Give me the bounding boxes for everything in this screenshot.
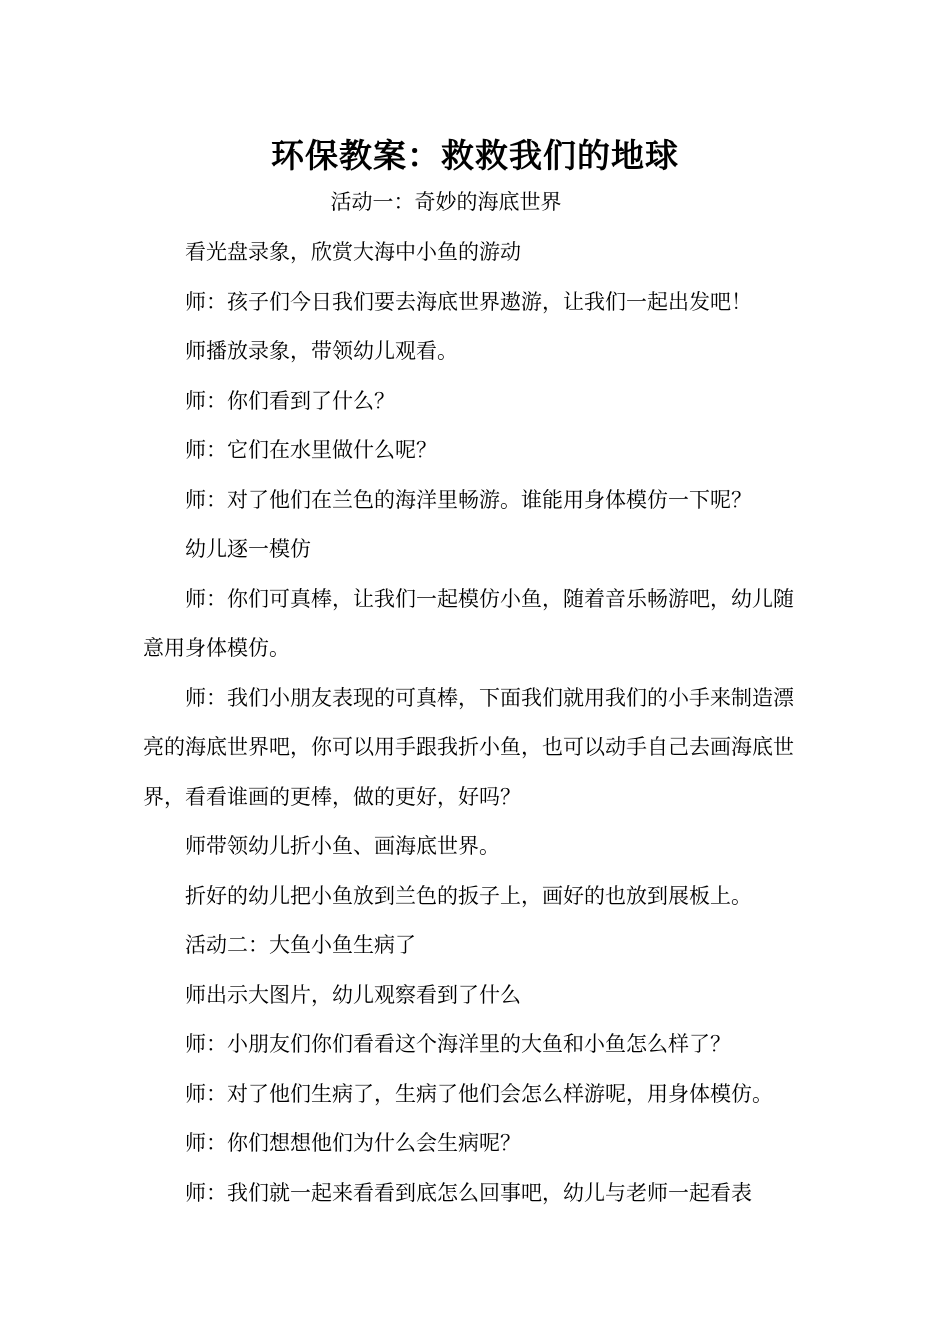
activity-one-heading: 活动一：奇妙的海底世界 <box>330 190 562 214</box>
paragraph: 师：小朋友们你们看看这个海洋里的大鱼和小鱼怎么样了？ <box>185 1032 731 1056</box>
paragraph: 师：我们小朋友表现的可真棒，下面我们就用我们的小手来制造漂亮的海底世界吧，你可以用手跟我折小鱼，也可以动手自己去画海底世界，看看谁画的更棒，做的更好，好吗？ <box>143 685 794 809</box>
paragraph: 师：孩子们今日我们要去海底世界遨游，让我们一起出发吧！ <box>185 289 752 314</box>
document-body <box>143 228 808 1218</box>
paragraph: 师出示大图片，幼儿观察看到了什么 <box>185 982 521 1007</box>
paragraph: 幼儿逐一模仿 <box>185 537 311 561</box>
activity-two-heading: 活动二：大鱼小鱼生病了 <box>185 933 416 957</box>
document-title: 环保教案：救救我们的地球 <box>271 136 679 175</box>
paragraph: 折好的幼儿把小鱼放到兰色的扳子上，画好的也放到展板上。 <box>185 883 752 908</box>
paragraph: 师播放录象，带领幼儿观看。 <box>185 339 458 363</box>
paragraph: 师带领幼儿折小鱼、画海底世界。 <box>185 834 500 858</box>
paragraph: 师：你们想想他们为什么会生病呢？ <box>185 1131 521 1155</box>
paragraph: 师：我们就一起来看看到底怎么回事吧，幼儿与老师一起看表 <box>185 1180 752 1205</box>
paragraph: 师：对了他们在兰色的海洋里畅游。谁能用身体模仿一下呢？ <box>185 487 752 512</box>
paragraph: 师：你们看到了什么？ <box>185 388 395 413</box>
paragraph: 师：它们在水里做什么呢？ <box>185 438 437 462</box>
paragraph: 看光盘录象，欣赏大海中小鱼的游动 <box>185 240 521 264</box>
paragraph: 师：对了他们生病了，生病了他们会怎么样游呢，用身体模仿。 <box>185 1081 773 1106</box>
paragraph: 师：你们可真棒，让我们一起模仿小鱼，随着音乐畅游吧，幼儿随意用身体模仿。 <box>143 586 794 660</box>
